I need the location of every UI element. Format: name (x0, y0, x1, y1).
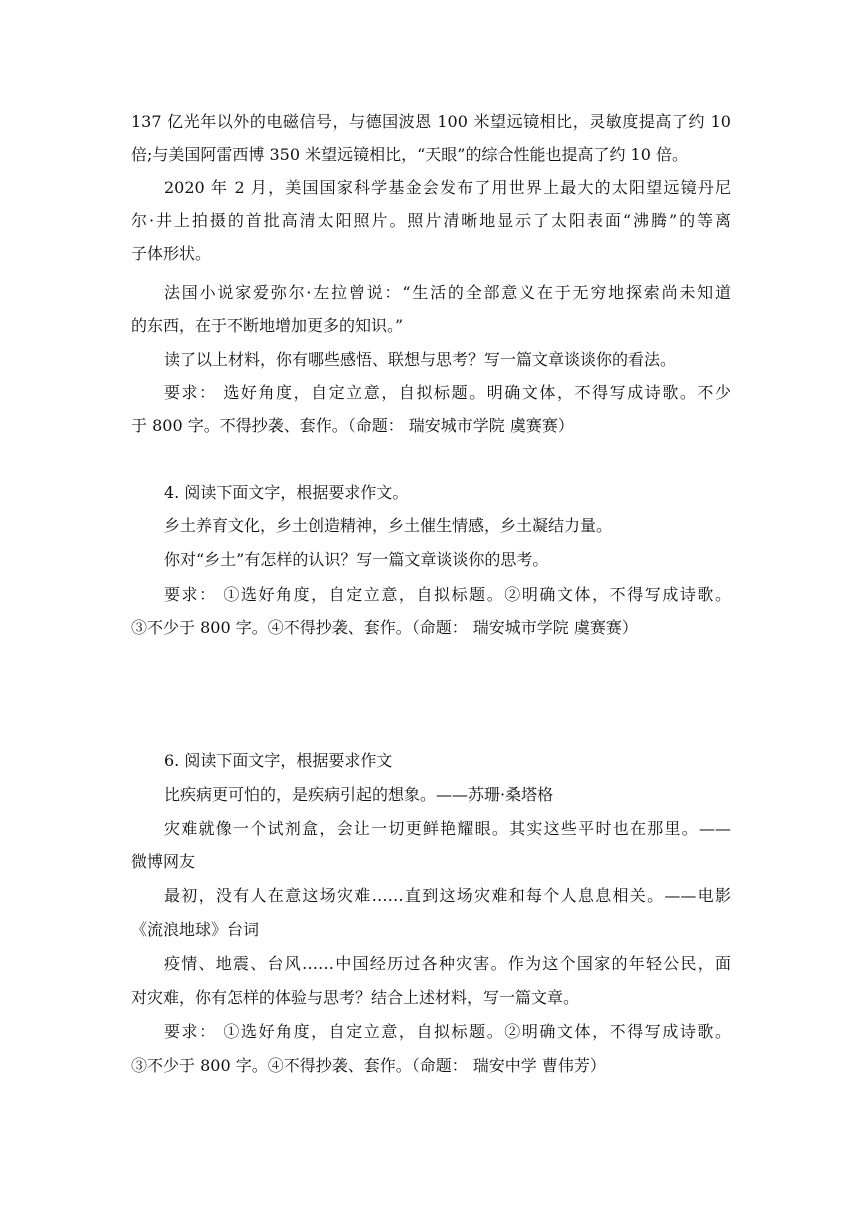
passage-line: 法国小说家爱弥尔·左拉曾说：“生活的全部意义在于无穷地探索尚未知道 (164, 283, 731, 302)
question-6-line: 对灾难，你有怎样的体验与思考？结合上述材料，写一篇文章。 (131, 988, 580, 1007)
question-6-line: 疫情、地震、台风……中国经历过各种灾害。作为这个国家的年轻公民，面 (164, 954, 731, 973)
question-4-title: 4. 阅读下面文字，根据要求作文。 (164, 483, 409, 502)
requirement-line: 要求： ①选好角度，自定立意，自拟标题。②明确文体，不得写成诗歌。 (164, 1022, 731, 1041)
requirement-line: ③不少于 800 字。④不得抄袭、套作。（命题： 瑞安中学 曹伟芳） (131, 1056, 606, 1075)
requirement-line: ③不少于 800 字。④不得抄袭、套作。（命题： 瑞安城市学院 虞赛赛） (131, 618, 638, 637)
requirement-line: 要求： ①选好角度，自定立意，自拟标题。②明确文体，不得写成诗歌。 (164, 585, 731, 604)
question-4-line: 你对“乡土”有怎样的认识？写一篇文章谈谈你的思考。 (164, 550, 549, 569)
passage-line: 的东西，在于不断地增加更多的知识。” (131, 316, 404, 335)
passage-line: 读了以上材料，你有哪些感悟、联想与思考？写一篇文章谈谈你的看法。 (164, 350, 677, 369)
passage-line: 2020 年 2 月，美国国家科学基金会发布了用世界上最大的太阳望远镜丹尼 (164, 178, 731, 197)
question-6-line: 微博网友 (131, 852, 196, 871)
requirement-line: 要求： 选好角度，自定立意，自拟标题。明确文体，不得写成诗歌。不少 (164, 383, 731, 402)
passage-line: 子体形状。 (131, 244, 212, 263)
question-6-line: 灾难就像一个试剂盒，会让一切更鲜艳耀眼。其实这些平时也在那里。—— (164, 819, 731, 838)
requirement-line: 于 800 字。不得抄袭、套作。（命题： 瑞安城市学院 虞赛赛） (131, 416, 574, 435)
question-6-line: 《流浪地球》台词 (131, 920, 260, 939)
question-6-title: 6. 阅读下面文字，根据要求作文 (164, 751, 393, 770)
passage-line: 137 亿光年以外的电磁信号，与德国波恩 100 米望远镜相比，灵敏度提高了约 10 (131, 112, 731, 131)
question-6-line: 比疾病更可怕的，是疾病引起的想象。——苏珊·桑塔格 (164, 785, 554, 804)
passage-line: 倍;与美国阿雷西博 350 米望远镜相比，“天眼”的综合性能也提高了约 10 倍。 (131, 145, 688, 164)
question-4-line: 乡土养育文化，乡土创造精神，乡土催生情感，乡土凝结力量。 (164, 516, 613, 535)
question-6-line: 最初，没有人在意这场灾难……直到这场灾难和每个人息息相关。——电影 (164, 886, 731, 905)
passage-line: 尔·井上拍摄的首批高清太阳照片。照片清晰地显示了太阳表面“沸腾”的等离 (131, 211, 731, 230)
